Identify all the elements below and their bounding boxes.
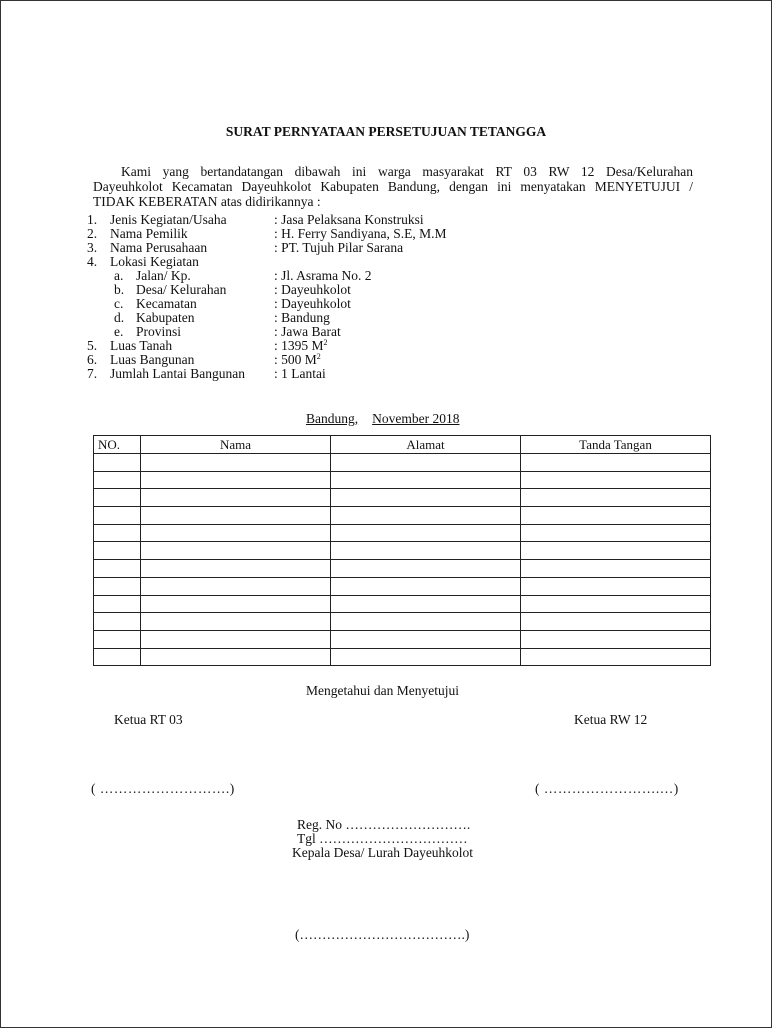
item-value xyxy=(274,241,403,255)
table-cell xyxy=(94,648,141,666)
item-label: Nama Pemilik xyxy=(110,226,188,241)
table-cell xyxy=(521,489,711,507)
table-cell xyxy=(331,471,521,489)
item-value xyxy=(274,367,326,381)
table-cell xyxy=(94,630,141,648)
item-number: 5. xyxy=(87,338,98,353)
table-cell xyxy=(331,507,521,525)
table-row xyxy=(94,471,711,489)
header-no: NO. xyxy=(94,436,141,454)
table-cell xyxy=(94,471,141,489)
table-cell xyxy=(94,613,141,631)
item-value-text: : 500 M xyxy=(274,352,317,367)
item-value xyxy=(274,325,341,339)
table-cell xyxy=(331,454,521,472)
item-value-text: : H. Ferry Sandiyana, S.E, M.M xyxy=(274,226,447,241)
item-number: c. xyxy=(114,296,124,311)
table-row xyxy=(94,507,711,525)
item-value xyxy=(274,339,328,353)
item-value xyxy=(274,297,351,311)
item-label: Jenis Kegiatan/Usaha xyxy=(110,212,227,227)
table-body xyxy=(94,454,711,666)
item-number: 7. xyxy=(87,366,98,381)
table-row xyxy=(94,577,711,595)
item-value xyxy=(274,213,424,227)
item-label: Lokasi Kegiatan xyxy=(110,254,199,269)
table-cell xyxy=(521,577,711,595)
item-number: 6. xyxy=(87,352,98,367)
table-cell xyxy=(521,507,711,525)
item-value-text: : Dayeuhkolot xyxy=(274,296,351,311)
item-value xyxy=(274,353,321,367)
header-nama: Nama xyxy=(141,436,331,454)
signature-line-rw: ( …………………….…) xyxy=(535,781,679,796)
table-row xyxy=(94,489,711,507)
item-value-superscript: 2 xyxy=(316,352,321,361)
item-label: Nama Perusahaan xyxy=(110,240,208,255)
date-month-year: November 2018 xyxy=(372,411,460,426)
item-value xyxy=(274,283,351,297)
table-cell xyxy=(141,577,331,595)
item-label: Luas Tanah xyxy=(110,338,173,353)
intro-line-3: TIDAK KEBERATAN atas didirikannya : xyxy=(93,194,321,209)
table-cell xyxy=(521,454,711,472)
table-cell xyxy=(94,454,141,472)
item-value xyxy=(274,311,330,325)
table-cell xyxy=(331,524,521,542)
table-cell xyxy=(141,524,331,542)
item-label: Provinsi xyxy=(136,324,182,339)
header-tanda-tangan: Tanda Tangan xyxy=(521,436,711,454)
header-alamat: Alamat xyxy=(331,436,521,454)
table-row xyxy=(94,613,711,631)
table-cell xyxy=(331,595,521,613)
table-row xyxy=(94,542,711,560)
reg-no-line: Reg. No ………………………. xyxy=(297,817,471,832)
intro-paragraph xyxy=(93,164,693,209)
table-cell xyxy=(331,630,521,648)
table-cell xyxy=(521,542,711,560)
signature-table xyxy=(93,435,711,666)
tgl-line: Tgl …………………………… xyxy=(297,831,468,846)
item-value-text: : 1395 M xyxy=(274,338,324,353)
ketua-rt-label: Ketua RT 03 xyxy=(114,712,183,727)
document-title: SURAT PERNYATAAN PERSETUJUAN TETANGGA xyxy=(225,124,547,139)
item-number: d. xyxy=(114,310,125,325)
item-label: Jalan/ Kp. xyxy=(136,268,191,283)
item-label: Kabupaten xyxy=(136,310,195,325)
table-cell xyxy=(141,630,331,648)
item-number: 3. xyxy=(87,240,98,255)
table-cell xyxy=(141,648,331,666)
table-row xyxy=(94,648,711,666)
table-cell xyxy=(521,524,711,542)
table-row xyxy=(94,524,711,542)
table-cell xyxy=(94,489,141,507)
table-row xyxy=(94,630,711,648)
table-cell xyxy=(141,507,331,525)
table-cell xyxy=(94,560,141,578)
table-cell xyxy=(141,560,331,578)
mengetahui-label: Mengetahui dan Menyetujui xyxy=(306,683,459,698)
table-cell xyxy=(331,577,521,595)
table-cell xyxy=(331,648,521,666)
table-cell xyxy=(94,577,141,595)
item-value-superscript: 2 xyxy=(323,338,328,347)
table-cell xyxy=(331,613,521,631)
item-value xyxy=(274,227,447,241)
table-cell xyxy=(331,542,521,560)
date-line xyxy=(306,411,459,427)
table-cell xyxy=(141,595,331,613)
table-cell xyxy=(141,489,331,507)
table-cell xyxy=(141,542,331,560)
table-row xyxy=(94,454,711,472)
table-cell xyxy=(521,595,711,613)
table-cell xyxy=(521,613,711,631)
item-number: 2. xyxy=(87,226,98,241)
item-number: 4. xyxy=(87,254,98,269)
item-value-text: : Jawa Barat xyxy=(274,324,341,339)
item-value-text: : Jasa Pelaksana Konstruksi xyxy=(274,212,424,227)
table-cell xyxy=(521,471,711,489)
ketua-rw-label: Ketua RW 12 xyxy=(574,712,648,727)
table-cell xyxy=(521,630,711,648)
item-number: a. xyxy=(114,268,124,283)
table-cell xyxy=(331,560,521,578)
date-city: Bandung, xyxy=(306,411,359,426)
table-header-row xyxy=(94,436,711,454)
item-value-text: : Dayeuhkolot xyxy=(274,282,351,297)
intro-line-2: Dayeuhkolot Kecamatan Dayeuhkolot Kabupaten Bandung, dengan ini menyatakan MENYETUJUI / xyxy=(93,179,693,194)
item-number: 1. xyxy=(87,212,98,227)
item-value xyxy=(274,269,372,283)
table-cell xyxy=(141,613,331,631)
table-cell xyxy=(94,524,141,542)
table-row xyxy=(94,595,711,613)
item-value-text: : 1 Lantai xyxy=(274,366,326,381)
signature-line-kepala: (……………………………….) xyxy=(295,927,470,942)
table-cell xyxy=(94,542,141,560)
item-label: Kecamatan xyxy=(136,296,197,311)
item-label: Desa/ Kelurahan xyxy=(136,282,227,297)
item-label: Jumlah Lantai Bangunan xyxy=(110,366,245,381)
table-cell xyxy=(141,454,331,472)
table-cell xyxy=(94,507,141,525)
item-number: e. xyxy=(114,324,124,339)
table-cell xyxy=(94,595,141,613)
item-value-text: : Jl. Asrama No. 2 xyxy=(274,268,372,283)
item-label: Luas Bangunan xyxy=(110,352,195,367)
table-cell xyxy=(141,471,331,489)
item-number: b. xyxy=(114,282,125,297)
item-value-text: : PT. Tujuh Pilar Sarana xyxy=(274,240,404,255)
signature-line-rt: ( ……………………….) xyxy=(91,781,235,796)
item-value-text: : Bandung xyxy=(274,310,330,325)
intro-line-1: Kami yang bertandatangan dibawah ini warga masyarakat RT 03 RW 12 Desa/Kelurahan xyxy=(121,164,693,179)
table-row xyxy=(94,560,711,578)
kepala-desa-label: Kepala Desa/ Lurah Dayeuhkolot xyxy=(292,845,474,860)
table-cell xyxy=(331,489,521,507)
table-cell xyxy=(521,648,711,666)
table-cell xyxy=(521,560,711,578)
